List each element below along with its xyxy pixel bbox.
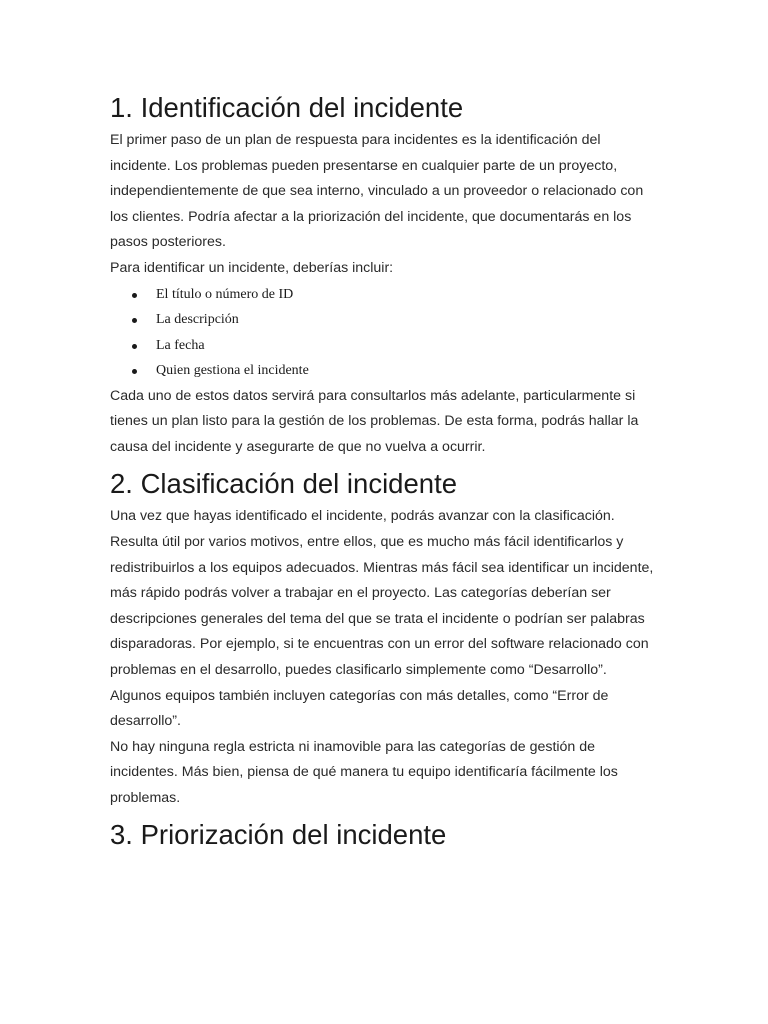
paragraph: No hay ninguna regla estricta ni inamovible para las categorías de gestión de incidentes. Más bien, piensa de qué manera tu equipo identificaría fácilmente los problemas. (110, 738, 618, 806)
list-item (110, 358, 660, 384)
bullet-icon (132, 369, 137, 374)
list-item-text: La descripción (156, 312, 239, 328)
list-item-text: Quien gestiona el incidente (156, 363, 309, 379)
list-item-text: El título o número de ID (156, 286, 294, 302)
bullet-icon (132, 344, 137, 349)
list-item (110, 307, 660, 333)
paragraph: Para identificar un incidente, deberías incluir: (110, 259, 394, 276)
bullet-icon (132, 318, 137, 323)
paragraph: Cada uno de estos datos servirá para consultarlos más adelante, particularmente si tienes un plan listo para la gestión de los problemas. De esta forma, podrás hallar la causa del incidente y asegurarte de que no vuelva a ocurrir. (110, 387, 639, 455)
paragraph: Una vez que hayas identificado el incidente, podrás avanzar con la clasificación. Resulta útil por varios motivos, entre ellos, que es mucho más fácil identificarlos y redistribuirlos a los equipos adecuados. Mientras más fácil sea identificar un incidente, más rápido podrás volver a trabajar en el proyecto. Las categorías deberían ser descripciones generales del tema del que se trata el incidente o podrían ser palabras disparadoras. Por ejemplo, si te encuentras con un error del software relacionado con problemas en el desarrollo, puedes clasificarlo simplemente como “Desarrollo”. Algunos equipos también incluyen categorías con más detalles, como “Error de desarrollo”. (110, 508, 654, 730)
list-item (110, 333, 660, 359)
bullet-icon (132, 293, 137, 298)
section-heading-identificacion: 1. Identificación del incidente (110, 92, 464, 123)
document-page (110, 88, 660, 855)
section-heading-clasificacion: 2. Clasificación del incidente (110, 468, 457, 500)
list-item-text: La fecha (156, 337, 205, 353)
section-heading-priorizacion: 3. Priorización del incidente (110, 819, 447, 851)
bullet-list (110, 282, 660, 384)
paragraph: El primer paso de un plan de respuesta para incidentes es la identificación del incidente. Los problemas pueden presentarse en cualquier parte de un proyecto, independientemente de que sea interno, vinculado a un proveedor o relacionado con los clientes. Podría afectar a la priorización del incidente, que documentarás en los pasos posteriores. (110, 132, 644, 251)
list-item (110, 282, 660, 308)
